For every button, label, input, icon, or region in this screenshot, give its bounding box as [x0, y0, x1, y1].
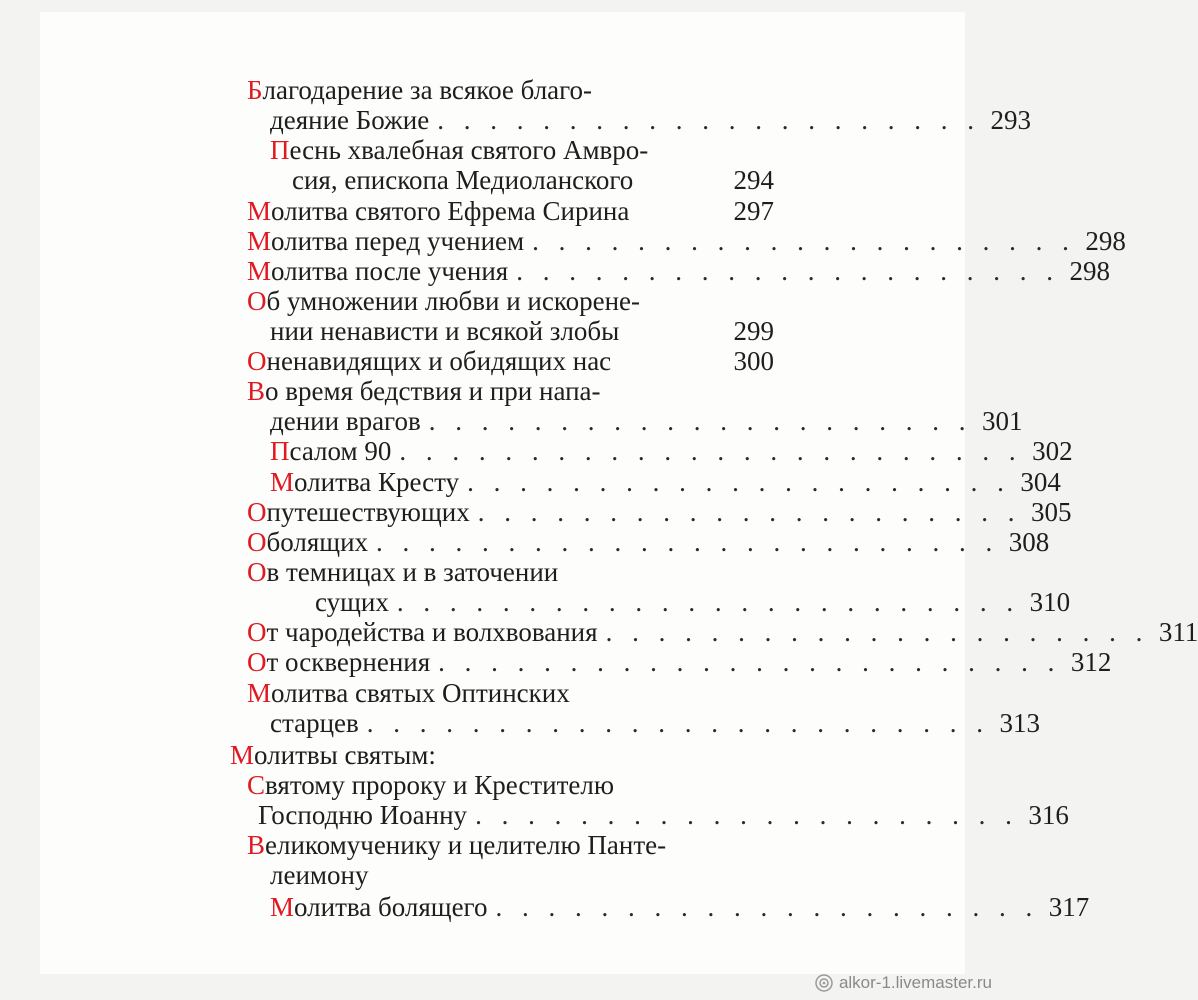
dot-leader: . . . . . . . . . . . . . . . . . . . . . [437, 105, 981, 135]
toc-line [270, 316, 774, 346]
toc-line [247, 256, 1110, 286]
toc-line [270, 708, 1041, 738]
toc-line [247, 770, 774, 800]
toc-line [247, 830, 774, 860]
toc-line [247, 617, 1198, 647]
drop-initial: О [247, 286, 267, 316]
toc-line [230, 740, 774, 770]
page-number: 294 [733, 165, 774, 195]
page-number: 302 [1032, 436, 1073, 466]
page-number: 305 [1030, 497, 1072, 527]
entry-text: олитва святого Ефрема Сирина [271, 196, 630, 226]
page-number: 310 [1029, 587, 1071, 617]
entry-text: олитвы святым: [254, 740, 436, 770]
entry-text: нии ненависти и всякой злобы [270, 316, 620, 346]
entry-text: лагодарение за всякое благо- [262, 75, 593, 105]
page-number: 300 [733, 346, 774, 376]
entry-text: о время бедствия и при напа- [265, 376, 601, 406]
toc-line [270, 135, 774, 165]
toc-line [258, 800, 1069, 830]
drop-initial: Б [247, 75, 263, 105]
drop-initial: О [247, 346, 267, 376]
dot-leader: . . . . . . . . . . . . . . . . . . . . . [516, 256, 1060, 286]
drop-initial: С [247, 770, 266, 800]
entry-text: вятому пророку и Крестителю [265, 770, 615, 800]
entry-text: ненавидящих и обидящих нас [266, 346, 612, 376]
toc-line [247, 376, 774, 406]
drop-initial: М [230, 740, 255, 770]
toc-line [315, 587, 1071, 617]
entry-text: б умножении любви и искорене- [266, 286, 640, 316]
page-number: 313 [999, 708, 1041, 738]
toc-line [247, 647, 1112, 677]
dot-leader: . . . . . . . . . . . . . . . . . . . . . [428, 406, 972, 436]
page-number: 301 [981, 406, 1023, 436]
dot-leader: . . . . . . . . . . . . . . . . . . . . . . . . [438, 647, 1061, 677]
dot-leader: . . . . . . . . . . . . . . . . . . . . . . . . [399, 436, 1023, 466]
entry-text: леимону [270, 860, 369, 890]
entry-text: еснь хвалебная святого Амвро- [289, 135, 649, 165]
toc-line [270, 860, 774, 890]
drop-initial: М [247, 678, 272, 708]
drop-initial: В [247, 830, 266, 860]
page-number: 312 [1070, 647, 1112, 677]
entry-text: сия, епископа Медиоланского [292, 165, 634, 195]
toc-line [247, 527, 1050, 557]
entry-text: т осквернения [266, 647, 431, 677]
toc-line [270, 105, 1031, 135]
page-number: 311 [1158, 617, 1198, 647]
entry-text: т чародейства и волхвования [266, 617, 598, 647]
toc-line [270, 436, 1073, 466]
page-number: 308 [1008, 527, 1050, 557]
page-number: 298 [1085, 226, 1126, 256]
drop-initial: В [247, 376, 266, 406]
entry-text: сущих [315, 587, 389, 617]
watermark-text: alkor-1.livemaster.ru [838, 973, 992, 992]
entry-text: салом 90 [289, 436, 392, 466]
drop-initial: М [270, 467, 295, 497]
dot-leader: . . . . . . . . . . . . . . . . . . . . . . . . [366, 708, 990, 738]
toc-line [247, 196, 774, 226]
drop-initial: О [247, 647, 267, 677]
page-number: 293 [990, 105, 1031, 135]
dot-leader: . . . . . . . . . . . . . . . . . . . . . . . . [376, 527, 999, 557]
entry-text: олитва святых Оптинских [271, 678, 570, 708]
toc-line [292, 165, 774, 195]
page-number: 299 [733, 316, 774, 346]
drop-initial: П [270, 135, 290, 165]
dot-leader: . . . . . . . . . . . . . . . . . . . . . [475, 800, 1019, 830]
dot-leader: . . . . . . . . . . . . . . . . . . . . . [532, 226, 1076, 256]
toc-line [270, 892, 1090, 922]
page-number: 298 [1069, 256, 1110, 286]
drop-initial: М [270, 892, 295, 922]
drop-initial: М [247, 256, 272, 286]
entry-text: старцев [270, 708, 359, 738]
toc-line [247, 497, 1072, 527]
entry-text: олитва после учения [271, 256, 509, 286]
entry-text: олитва болящего [294, 892, 488, 922]
page-number: 304 [1020, 467, 1061, 497]
toc-line [270, 406, 1023, 436]
page-number: 317 [1048, 892, 1090, 922]
toc-line [270, 467, 1061, 497]
dot-leader: . . . . . . . . . . . . . . . . . . . . . [605, 617, 1149, 647]
drop-initial: М [247, 196, 272, 226]
entry-text: Господню Иоанну [258, 800, 468, 830]
drop-initial: О [247, 617, 267, 647]
toc-line [247, 75, 774, 105]
drop-initial: О [247, 527, 267, 557]
entry-text: олитва перед учением [271, 226, 525, 256]
entry-text: в темницах и в заточении [266, 557, 559, 587]
toc-line [247, 286, 774, 316]
toc-line [247, 346, 774, 376]
page-number: 297 [733, 196, 774, 226]
dot-leader: . . . . . . . . . . . . . . . . . . . . . [467, 467, 1011, 497]
toc-line [247, 226, 1126, 256]
entry-text: дении врагов [270, 406, 421, 436]
entry-text: путешествующих [266, 497, 470, 527]
page-number: 316 [1028, 800, 1069, 830]
toc-line [247, 557, 774, 587]
entry-text: болящих [266, 527, 369, 557]
dot-leader: . . . . . . . . . . . . . . . . . . . . . . . . [396, 587, 1020, 617]
dot-leader: . . . . . . . . . . . . . . . . . . . . . [495, 892, 1039, 922]
toc-line [247, 678, 774, 708]
drop-initial: О [247, 557, 267, 587]
entry-text: деяние Божие [270, 105, 430, 135]
drop-initial: П [270, 436, 290, 466]
dot-leader: . . . . . . . . . . . . . . . . . . . . . [477, 497, 1021, 527]
watermark [815, 972, 992, 994]
drop-initial: М [247, 226, 272, 256]
livemaster-logo-icon [815, 974, 833, 992]
entry-text: еликомученику и целителю Панте- [265, 830, 667, 860]
drop-initial: О [247, 497, 267, 527]
entry-text: олитва Кресту [294, 467, 460, 497]
